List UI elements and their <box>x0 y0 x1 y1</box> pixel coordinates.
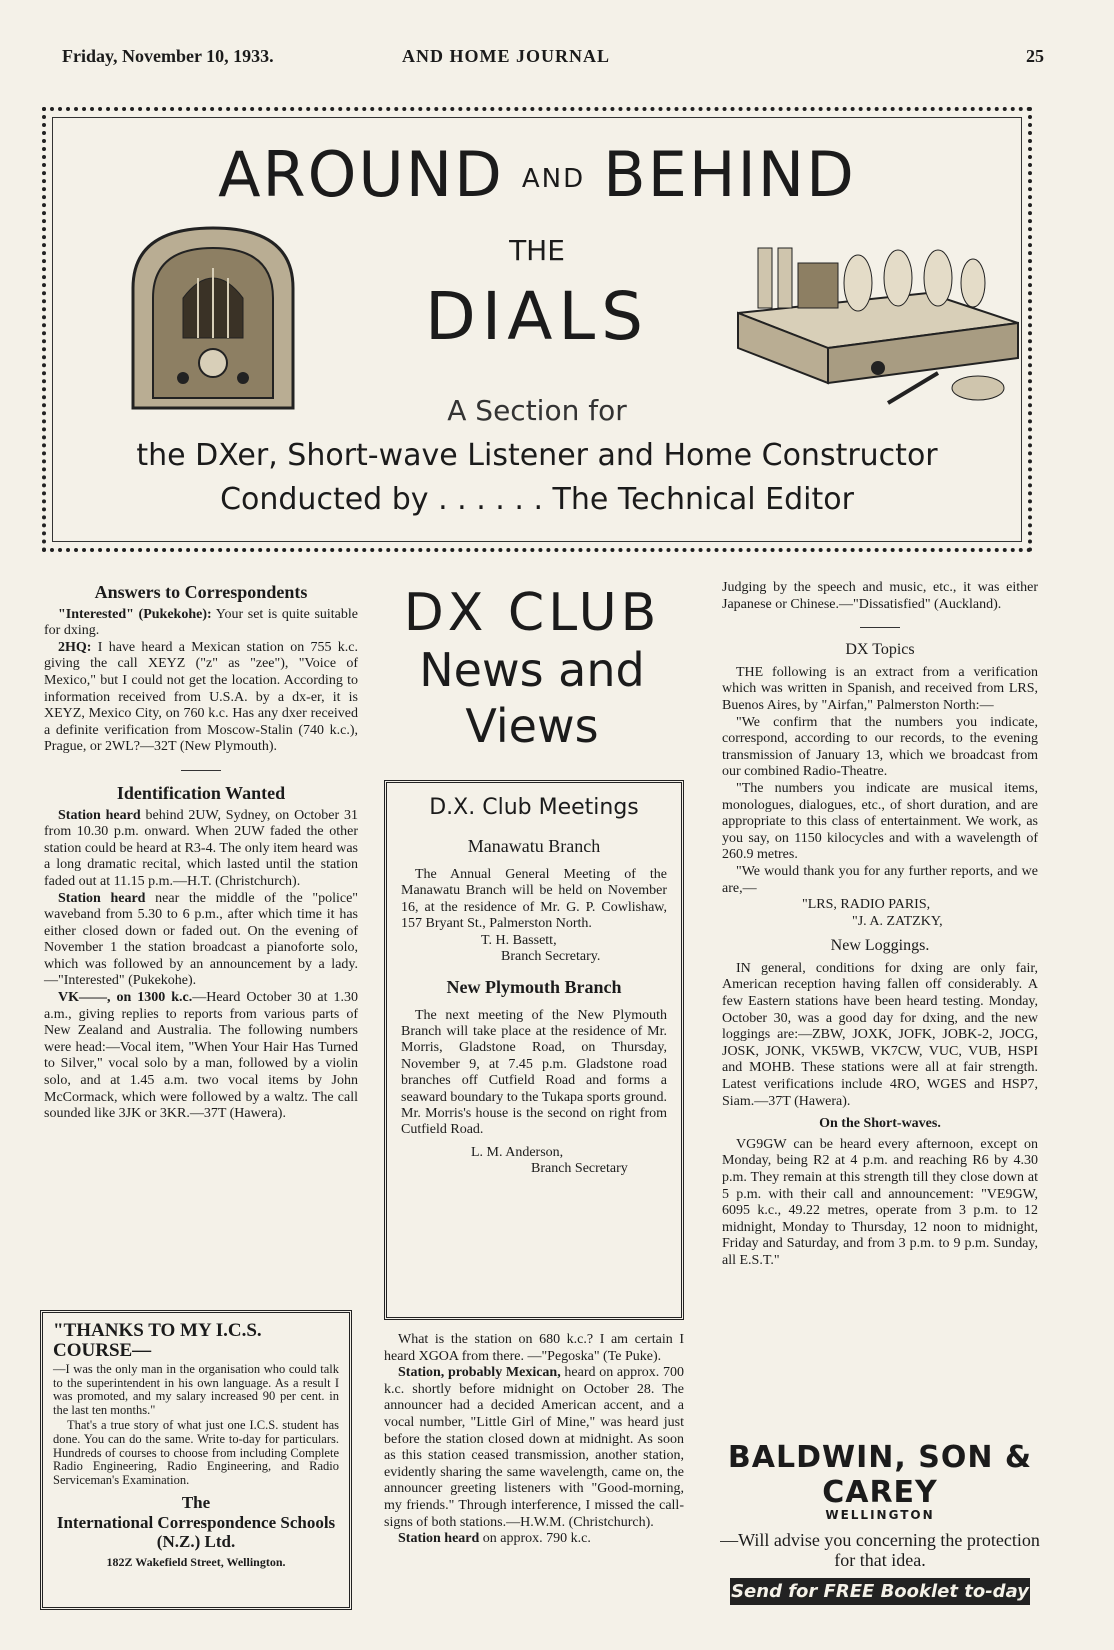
divider <box>860 627 900 628</box>
ics-organisation: International Correspondence Schools (N.Z.) Ltd. <box>56 1513 336 1552</box>
heading-answers: Answers to Correspondents <box>94 582 308 602</box>
issue-date: Friday, November 10, 1933. <box>62 46 274 66</box>
signature: T. H. Bassett, <box>481 932 557 948</box>
ics-body: That's a true story of what just one I.C.S. student has done. You can do the same. Write to-day for particulars. Hundreds of courses to choose from including Complete Radio Engineering, Radio Engineering, and Radio Serviceman's Examination. <box>53 1418 339 1487</box>
paragraph: "We would thank you for any further reports, and we are,— <box>722 863 1038 896</box>
banner-audience-line: the DXer, Short-wave Listener and Home Constructor <box>136 438 938 473</box>
ics-testimonial: —I was the only man in the organisation who could talk to the superintendent in his own language. As a result I was promoted, and my salary increased 90 per cent. in the last ten months." <box>53 1362 339 1417</box>
ics-headline: "THANKS TO MY I.C.S. COURSE— <box>53 1320 262 1361</box>
dx-club-heading: DX CLUB News and Views <box>403 583 661 753</box>
paragraph: VG9GW can be heard every afternoon, except on Monday, being R2 at 4 p.m. and reaching R6 by 4.30 p.m. They remain at this strength till they close down at 5 p.m. with their call and announcement: "VE9GW, 6095 k.c., 49.22 metres, operate from 3 p.m. to 12 midnight, Monday to Thursday, 12 noon to midnight, Friday and Saturday, and from 3 p.m. to 9 p.m. Sunday, all E.S.T." <box>722 1136 1038 1268</box>
section-banner <box>42 107 1032 552</box>
paragraph: THE following is an extract from a verification which was written in Spanish, and received from LRS, Buenos Aires, by "Airfan," Palmerston North:— <box>722 664 1038 713</box>
banner-conductor-line: Conducted by . . . . . . The Technical Editor <box>220 482 854 517</box>
paragraph: VK——, on 1300 k.c.—Heard October 30 at 1.30 a.m., giving replies to reports from various parts of New Zealand and Australia. The following numbers were head:—Vocal item, "When Your Hair Has Turned to Silver," vocal solo by a man, followed by a violin solo, and at 1.45 a.m. two vocal items by John McCormack, which were followed by a waltz. The call sounded like 3JK or 3KR.—37T (Hawera). <box>44 990 358 1122</box>
signature: L. M. Anderson, <box>471 1144 564 1160</box>
banner-section-line: A Section for <box>447 394 627 427</box>
paragraph: Station heard behind 2UW, Sydney, on October 31 from 10.30 p.m. onward. When 2UW faded the other station could be heard at R3-4. The only item heard was a long dramatic recital, which lasted until the station faded out at 11.15 p.m.—H.T. (Christchurch). <box>44 807 359 889</box>
heading-new-loggings: New Loggings. <box>830 937 930 955</box>
left-column <box>44 580 358 1123</box>
paragraph: The next meeting of the New Plymouth Branch will take place at the residence of Mr. Morris, Gladstone Road, on Thursday, November 9, at 7.45 p.m. Gladstone road branches off Cutfield Road and forms a seaward boundary to the Tukapa sports ground. Mr. Morris's house is the second on right from Cutfield Road. <box>401 1007 667 1138</box>
right-column <box>722 580 1038 1270</box>
signature: Branch Secretary <box>531 1160 628 1176</box>
signature: "J. A. ZATZKY, <box>852 913 943 929</box>
heading-dx-topics: DX Topics <box>845 641 915 659</box>
paragraph: "The numbers you indicate are musical items, monologues, dialogues, etc., of short duration, and are appropriate to this class of entertainment. We work, as you say, on 1150 kilocycles and with a wavelength of 260.9 metres. <box>722 780 1038 863</box>
baldwin-message: —Will advise you concerning the protection for that idea. <box>720 1530 1040 1570</box>
paragraph: "Interested" (Pukekohe): Your set is quite suitable for dxing. <box>44 606 358 639</box>
journal-name: AND HOME JOURNAL <box>402 46 610 66</box>
branch-heading-manawatu: Manawatu Branch <box>467 836 601 856</box>
branch-heading-new-plymouth: New Plymouth Branch <box>446 976 622 997</box>
paragraph: IN general, conditions for dxing are only fair, American reception having fallen off considerably. A few Eastern stations have been heard testing. Monday, October 30, was a good day for dxing, and the new loggings are:—ZBW, JOXK, JOFK, JOBK-2, JOCG, JOSK, JONK, VK5WB, VK7CW, VUC, VUB, HSPI and MOHB. These stations were all at fair strength. Latest verifications include 4RO, WGES and HSP7, Siam.—37T (Hawera). <box>722 960 1038 1109</box>
paragraph: The Annual General Meeting of the Manawatu Branch will be held on November 16, at the residence of Mr. G. P. Cowlishaw, 157 Bryant St., Palmerston North. <box>401 867 667 932</box>
paragraph: Judging by the speech and music, etc., it was either Japanese or Chinese.—"Dissatisfied" (Auckland). <box>722 580 1038 612</box>
paragraph: What is the station on 680 k.c.? I am certain I heard XGOA from there. —"Pegoska" (Te Puke). <box>384 1332 684 1364</box>
baldwin-cta: Send for FREE Booklet to-day <box>730 1578 1030 1605</box>
running-header <box>62 46 1044 70</box>
paragraph: Station heard on approx. 790 k.c. <box>398 1531 591 1547</box>
heading-short-waves: On the Short-waves. <box>819 1116 941 1132</box>
ics-advertisement <box>40 1310 352 1610</box>
ics-address: 182Z Wakefield Street, Wellington. <box>106 1555 286 1570</box>
paragraph: Station heard near the middle of the "police" waveband from 5.30 to 6 p.m., after which time it has either closed down or faded out. On the evening of November 1 the station broadcast a pianoforte solo, which was followed by an announcement by a lady.—"Interested" (Pukekohe). <box>44 890 359 989</box>
signature: "LRS, RADIO PARIS, <box>802 897 931 913</box>
banner-the: THE <box>509 234 565 267</box>
heading-identification: Identification Wanted <box>116 782 286 803</box>
signature: Branch Secretary. <box>501 948 601 964</box>
meetings-title: D.X. Club Meetings <box>429 795 639 820</box>
ics-the: The <box>181 1493 211 1513</box>
baldwin-advertisement <box>720 1432 1040 1608</box>
page-number: 25 <box>1026 46 1044 66</box>
divider <box>181 770 221 771</box>
club-meetings-box <box>384 780 684 1320</box>
middle-column-text <box>384 1332 684 1548</box>
baldwin-logo: BALDWIN, SON & CAREY <box>727 1440 1033 1510</box>
paragraph: "We confirm that the numbers you indicate, correspond, according to our records, to the evening transmission of January 13, which we broadcast from our combined Radio-Theatre. <box>722 714 1038 780</box>
paragraph: 2HQ: I have heard a Mexican station on 755 k.c. giving the call XEYZ ("z" as "zee"), "Voice of Mexico," but I could not get the location. According to information received from U.S.A. by a dx-er, it is XEYZ, Mexico City, on 760 k.c. Has any dxer received a definite verification from Moscow-Stalin (740 k.c.), Prague, or 2WL?—32T (New Plymouth). <box>44 639 359 755</box>
banner-title: AROUND AND BEHIND <box>218 138 856 211</box>
baldwin-city: WELLINGTON <box>825 1508 935 1522</box>
paragraph: Station, probably Mexican, heard on approx. 700 k.c. shortly before midnight on October 28. The announcer had a decided American accent, and a vocal number, "Little Girl of Mine," was heard just before the station closed down at midnight. As soon as this station ceased transmission, another station, evidently sharing the same wavelength, came on, the announcer greeting listeners with "Good-morning, my friends." Through interference, I missed the call-signs of both stations.—H.W.M. (Christchurch). <box>384 1365 684 1530</box>
banner-dials: DIALS <box>424 278 650 355</box>
